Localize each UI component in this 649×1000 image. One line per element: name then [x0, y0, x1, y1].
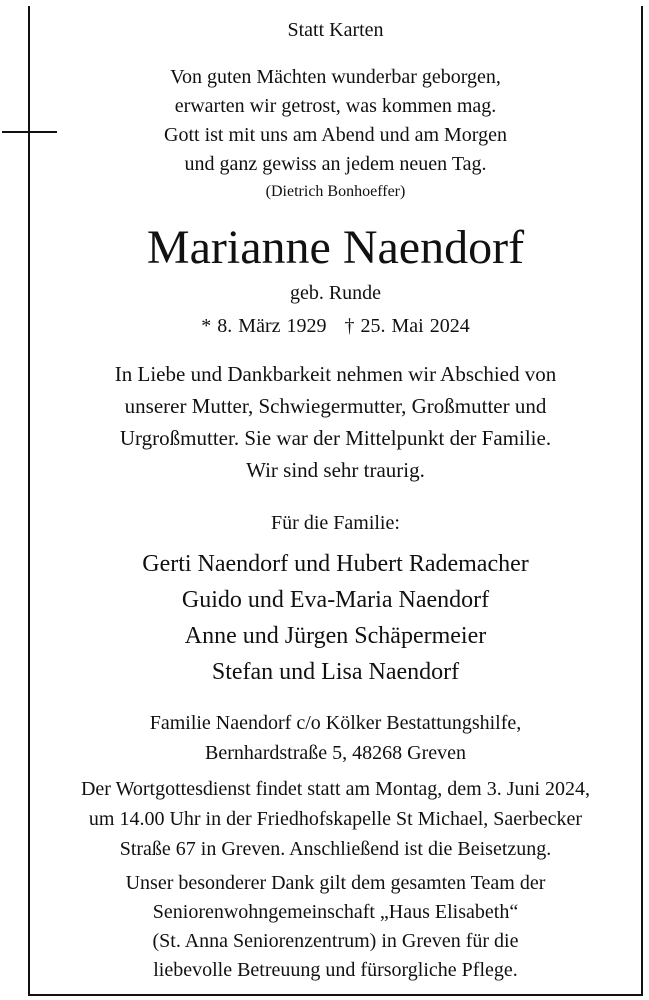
- service-info: [30, 774, 641, 864]
- address-line: Bernhardstraße 5, 48268 Greven: [204, 742, 467, 764]
- service-line: um 14.00 Uhr in der Friedhofskapelle St Michael, Saerbecker: [88, 808, 583, 830]
- family-member: Stefan und Lisa Naendorf: [211, 659, 460, 685]
- poem: [30, 63, 641, 179]
- family-member: Guido und Eva-Maria Naendorf: [181, 587, 490, 613]
- poem-line: Gott ist mit uns am Abend und am Morgen: [164, 124, 507, 146]
- poem-line: und ganz gewiss an jedem neuen Tag.: [184, 153, 487, 175]
- family-label: Für die Familie:: [271, 512, 400, 534]
- address-line: Familie Naendorf c/o Kölker Bestattungshilfe,: [149, 712, 522, 734]
- header-text: Statt Karten: [287, 19, 384, 41]
- life-dates: [30, 314, 641, 338]
- poem-line: Von guten Mächten wunderbar geborgen,: [170, 66, 501, 88]
- thanks-line: Seniorenwohngemeinschaft „Haus Elisabeth“: [152, 901, 519, 923]
- thanks-line: Unser besonderer Dank gilt dem gesamten Team der: [125, 872, 546, 894]
- poem-attribution: (Dietrich Bonhoeffer): [265, 183, 406, 200]
- family-member: Gerti Naendorf und Hubert Rademacher: [142, 551, 529, 577]
- farewell-line: In Liebe und Dankbarkeit nehmen wir Abschied von: [114, 362, 557, 386]
- service-line: Straße 67 in Greven. Anschließend ist die Beisetzung.: [119, 838, 552, 860]
- thanks-text: [30, 869, 641, 985]
- farewell-line: unserer Mutter, Schwiegermutter, Großmutter und: [124, 394, 547, 418]
- contact-address: [30, 708, 641, 768]
- service-line: Der Wortgottesdienst findet statt am Montag, dem 3. Juni 2024,: [80, 778, 591, 800]
- farewell-line: Wir sind sehr traurig.: [246, 458, 425, 482]
- maiden-name: geb. Runde: [289, 282, 382, 304]
- poem-line: erwarten wir getrost, was kommen mag.: [174, 95, 497, 117]
- family-member: Anne und Jürgen Schäpermeier: [184, 623, 487, 649]
- deceased-name: Marianne Naendorf: [146, 221, 525, 274]
- death-date: † 25. Mai 2024: [344, 315, 470, 337]
- family-list: [30, 546, 641, 690]
- thanks-line: (St. Anna Seniorenzentrum) in Greven für die: [152, 930, 519, 952]
- farewell-text: [30, 358, 641, 486]
- farewell-line: Urgroßmutter. Sie war der Mittelpunkt der Familie.: [119, 426, 552, 450]
- thanks-line: liebevolle Betreuung und fürsorgliche Pflege.: [153, 959, 518, 981]
- birth-date: * 8. März 1929: [201, 315, 327, 337]
